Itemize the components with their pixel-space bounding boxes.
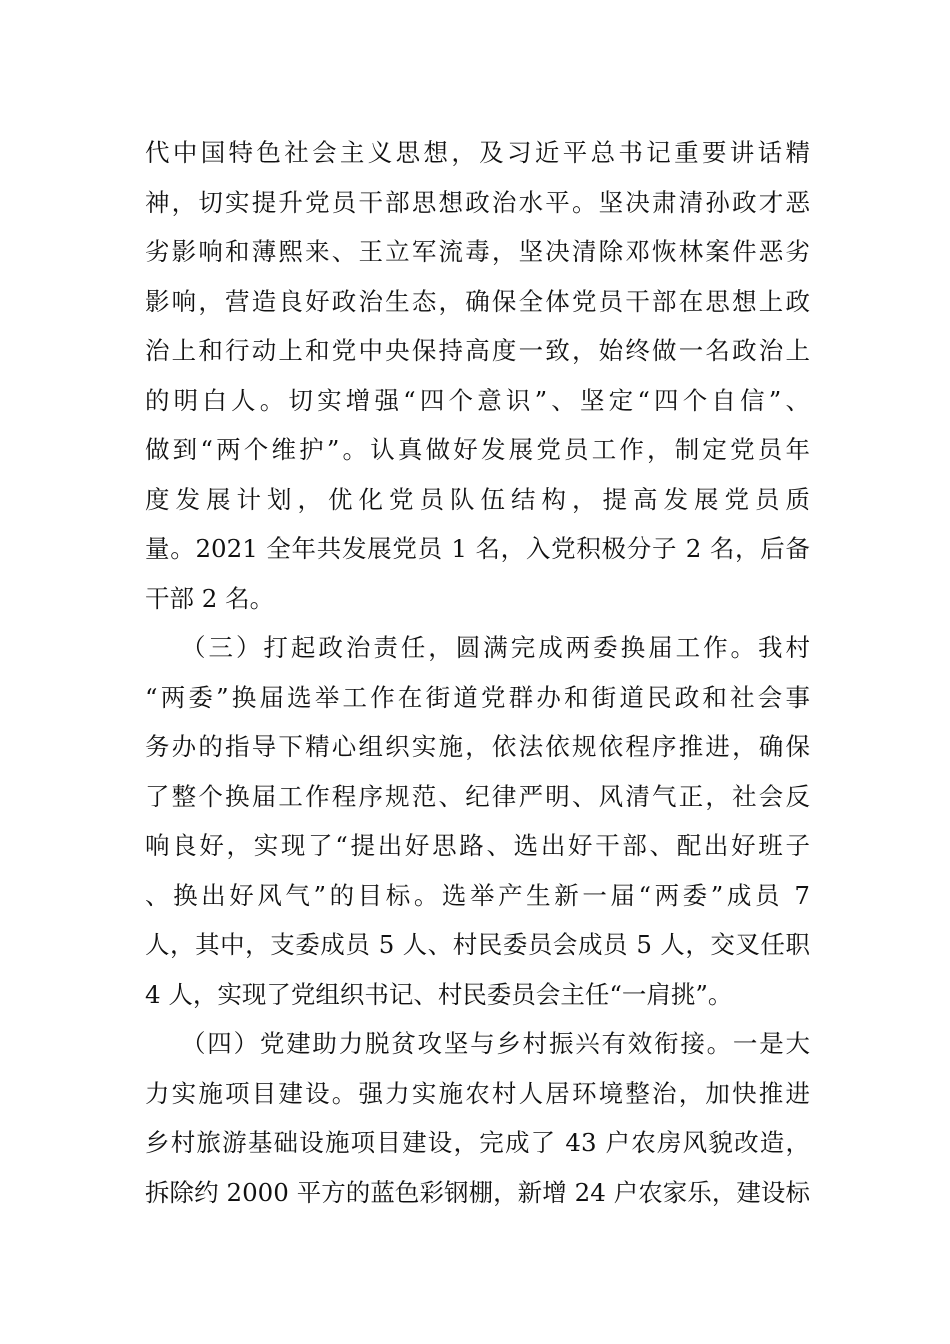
text-line: 响良好，实现了“提出好思路、选出好干部、配出好班子 [145, 831, 810, 860]
paragraph-four-first-line: （四）党建助力脱贫攻坚与乡村振兴有效衔接。一是大 [181, 1029, 810, 1058]
body-text [145, 128, 810, 1217]
paragraph-three-first-line: （三）打起政治责任，圆满完成两委换届工作。我村 [181, 633, 810, 662]
text-line: “两委”换届选举工作在街道党群办和街道民政和社会事 [145, 682, 810, 712]
text-line: 影响，营造良好政治生态，确保全体党员干部在思想上政 [145, 286, 810, 316]
text-line: 神，切实提升党员干部思想政治水平。坚决肃清孙政才恶 [145, 187, 810, 217]
text-line: 治上和行动上和党中央保持高度一致，始终做一名政治上 [145, 336, 810, 365]
text-line: 拆除约 2000 平方的蓝色彩钢棚，新增 24 户农家乐，建设标 [145, 1177, 810, 1207]
text-line: 、换出好风气”的目标。选举产生新一届“两委”成员 7 [145, 880, 810, 910]
text-line: 劣影响和薄熙来、王立军流毒，坚决清除邓恢林案件恶劣 [145, 237, 810, 266]
text-line: 乡村旅游基础设施项目建设，完成了 43 户农房风貌改造， [145, 1128, 810, 1157]
text-line: 干部 2 名。 [145, 583, 275, 613]
text-line: 务办的指导下精心组织实施，依法依规依程序推进，确保 [145, 732, 810, 761]
text-line: 度发展计划，优化党员队伍结构，提高发展党员质 [145, 484, 810, 514]
text-line: 的明白人。切实增强“四个意识”、坚定“四个自信”、 [145, 385, 810, 415]
text-line: 了整个换届工作程序规范、纪律严明、风清气正，社会反 [145, 781, 810, 811]
text-line: 人，其中，支委成员 5 人、村民委员会成员 5 人，交叉任职 [145, 930, 810, 959]
text-line: 力实施项目建设。强力实施农村人居环境整治，加快推进 [145, 1078, 810, 1108]
text-line: 代中国特色社会主义思想，及习近平总书记重要讲话精 [145, 138, 810, 167]
text-line: 量。2021 全年共发展党员 1 名，入党积极分子 2 名，后备 [145, 534, 810, 563]
text-line: 4 人，实现了党组织书记、村民委员会主任“一肩挑”。 [145, 979, 733, 1009]
text-line: 做到“两个维护”。认真做好发展党员工作，制定党员年 [145, 435, 810, 464]
